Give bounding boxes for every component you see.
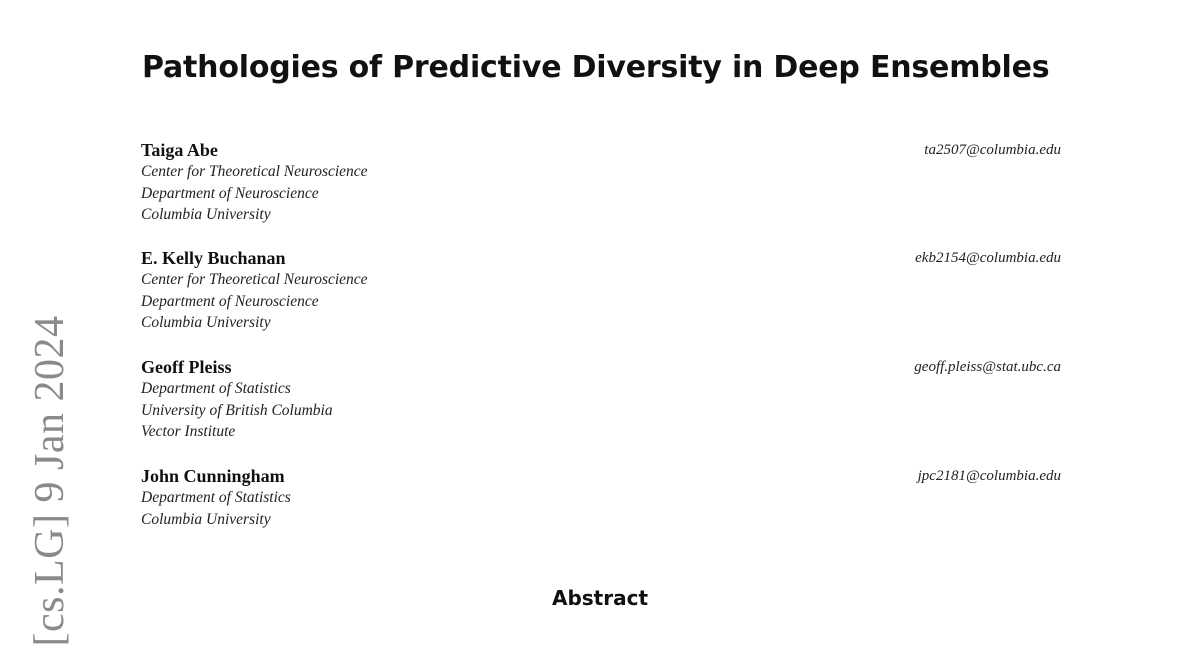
abstract-heading: Abstract: [551, 586, 649, 610]
author-header: [141, 465, 1061, 487]
author-email[interactable]: ta2507@columbia.edu: [924, 142, 1061, 158]
author-name: John Cunningham: [141, 466, 285, 486]
author-affiliation: Department of Statistics: [141, 380, 291, 397]
author-name: Geoff Pleiss: [141, 357, 232, 377]
author-email[interactable]: geoff.pleiss@stat.ubc.ca: [914, 359, 1061, 375]
author-block: [141, 247, 1061, 334]
author-block: [141, 465, 1061, 530]
author-block: [141, 356, 1061, 443]
author-header: [141, 247, 1061, 269]
author-affiliation: Department of Neuroscience: [141, 292, 319, 310]
author-affiliation: University of British Columbia: [141, 401, 333, 419]
author-name: Taiga Abe: [141, 140, 218, 160]
author-affiliation: Columbia University: [141, 206, 271, 223]
author-affiliation: Columbia University: [141, 510, 271, 528]
paper-title: Pathologies of Predictive Diversity in Deep Ensembles: [142, 50, 1050, 85]
author-affiliation: Columbia University: [141, 314, 271, 331]
author-affiliation: Department of Neuroscience: [141, 184, 319, 202]
author-email[interactable]: jpc2181@columbia.edu: [917, 468, 1061, 484]
author-affiliation: Center for Theoretical Neuroscience: [141, 271, 368, 288]
author-email[interactable]: ekb2154@columbia.edu: [915, 250, 1061, 266]
author-affiliation: Vector Institute: [141, 423, 236, 440]
author-name: E. Kelly Buchanan: [141, 248, 286, 268]
author-block: [141, 139, 1061, 226]
author-header: [141, 356, 1061, 378]
author-header: [141, 139, 1061, 161]
author-affiliation: Center for Theoretical Neuroscience: [141, 163, 368, 180]
arxiv-side-stamp: [cs.LG] 9 Jan 2024: [27, 315, 73, 647]
author-affiliation: Department of Statistics: [141, 489, 291, 506]
